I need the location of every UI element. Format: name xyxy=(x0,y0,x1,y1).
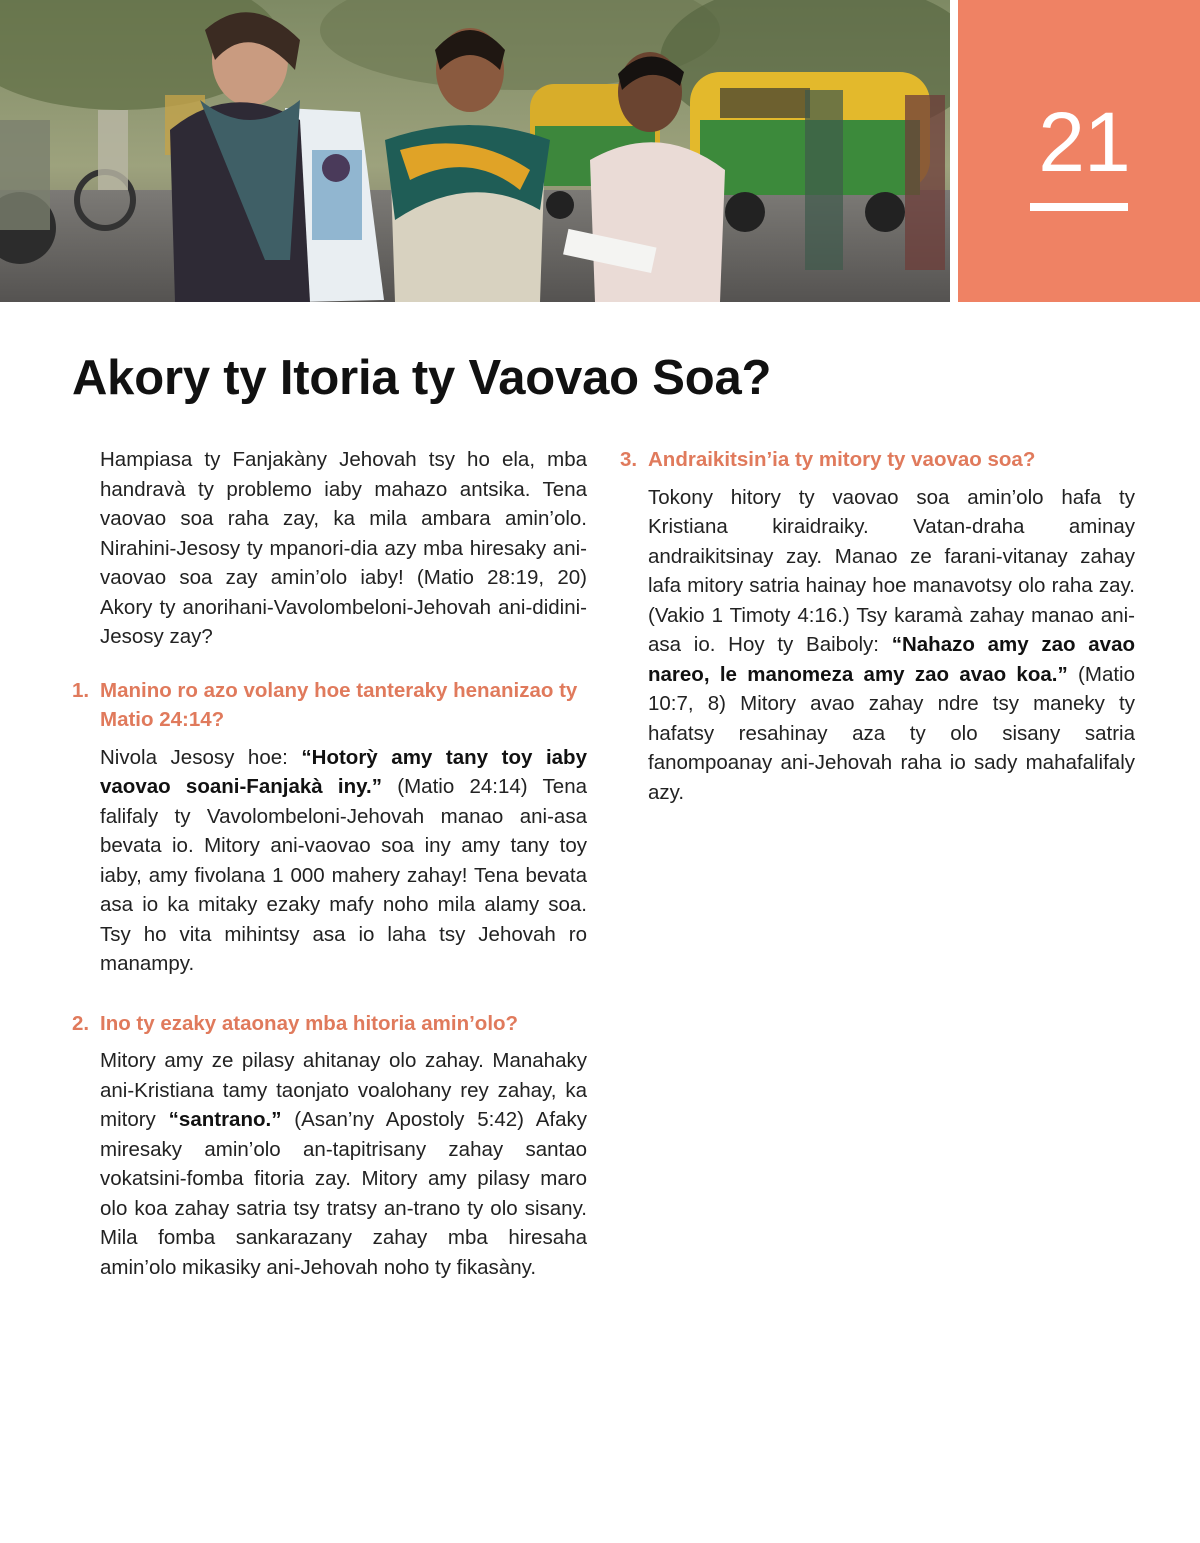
hero-photo xyxy=(0,0,950,302)
answer-2-quote: “santrano.” xyxy=(168,1108,282,1131)
lesson-number: 21 xyxy=(1038,95,1130,189)
question-2 xyxy=(72,1009,587,1039)
answer-1-rest: (Matio 24:14) Tena falifaly ty Vavolombeloni-Jehovah manao ani-asa bevata io. Mitory ani-vaovao soa iny amy tany toy iaby, amy fivolana 1 000 mahery zahay! Tena bevata asa io ka mitaky ezaky mafy noho mila alamy soa. Tsy ho vita mihintsy asa io laha tsy Jehovah ro manampy. xyxy=(100,775,587,975)
answer-2-lead: Mitory amy ze pilasy ahitanay olo zahay. Manahaky ani-Kristiana tamy taonjato voalohany rey zahay, ka mitory xyxy=(100,1049,587,1131)
street-witnessing-photo xyxy=(0,0,950,302)
answer-3-lead: Tokony hitory ty vaovao soa amin’olo hafa ty Kristiana kiraidraiky. Vatan-draha aminay andraikitsinay zay. Manao ze farani-vitanay zahay lafa mitory satria hainay hoe manavotsy olo raha zay. (Vakio 1 Timoty 4:16.) Tsy karamà zahay manao ani-asa io. Hoy ty Baiboly: xyxy=(648,485,1135,656)
question-3-text: Andraikitsin’ia ty mitory ty vaovao soa? xyxy=(648,448,1036,471)
answer-1-quote: “Hotorỳ amy tany toy iaby vaovao soani-Fanjakà iny.” xyxy=(100,745,587,798)
question-3-number: 3. xyxy=(620,448,638,471)
lesson-badge xyxy=(958,0,1200,302)
right-column xyxy=(620,445,1135,807)
question-2-text: Ino ty ezaky ataonay mba hitoria amin’olo? xyxy=(100,1011,519,1035)
lesson-number-underline xyxy=(1030,203,1128,211)
answer-2-rest: (Asan’ny Apostoly 5:42) Afaky miresaky amin’olo an-tapitrisany zahay santao vokatsini-fomba fitoria zay. Mitory amy pilasy maro olo koa zahay satria tsy tratsy an-trano ty olo sisany. Mila fomba sankarazany zahay mba hiresaha amin’olo mikasiky ani-Jehovah noho ty fikasàny. xyxy=(100,1108,588,1279)
intro-paragraph: Hampiasa ty Fanjakàny Jehovah tsy ho ela, mba handravà ty problemo iaby mahazo antsika. Tena vaovao soa raha zay, ka mila ambara amin’olo. Nirahini-Jesosy ty mpanori-dia azy mba hiresaky ani-vaovao soa zay amin’olo iaby! (Matio 28:19, 20) Akory ty anorihani-Vavolombeloni-Jehovah ani-didini-Jesosy zay? xyxy=(100,448,587,648)
left-column xyxy=(72,445,587,1282)
answer-1-lead: Nivola Jesosy hoe: xyxy=(100,745,302,769)
question-1-text: Manino ro azo volany hoe tanteraky henanizao ty Matio 24:14? xyxy=(100,678,578,731)
answer-1 xyxy=(100,743,587,979)
section-2 xyxy=(72,1009,587,1283)
answer-2 xyxy=(100,1046,587,1282)
answer-3-quote: “Nahazo amy zao avao nareo, le manomeza amy zao avao koa.” xyxy=(648,633,1136,686)
question-1 xyxy=(72,676,587,735)
question-3 xyxy=(620,445,1135,475)
page-title: Akory ty Itoria ty Vaovao Soa? xyxy=(72,351,772,405)
section-1 xyxy=(72,676,587,979)
question-2-number: 2. xyxy=(72,1011,90,1035)
answer-3-rest: (Matio 10:7, 8) Mitory avao zahay ndre tsy maneky ty hafatsy resahinay aza ty olo sisany satria fanompoanay ani-Jehovah raha io sady mahafalifaly azy. xyxy=(648,662,1135,804)
section-3 xyxy=(620,445,1135,807)
question-1-number: 1. xyxy=(72,678,90,702)
answer-3 xyxy=(648,483,1135,808)
